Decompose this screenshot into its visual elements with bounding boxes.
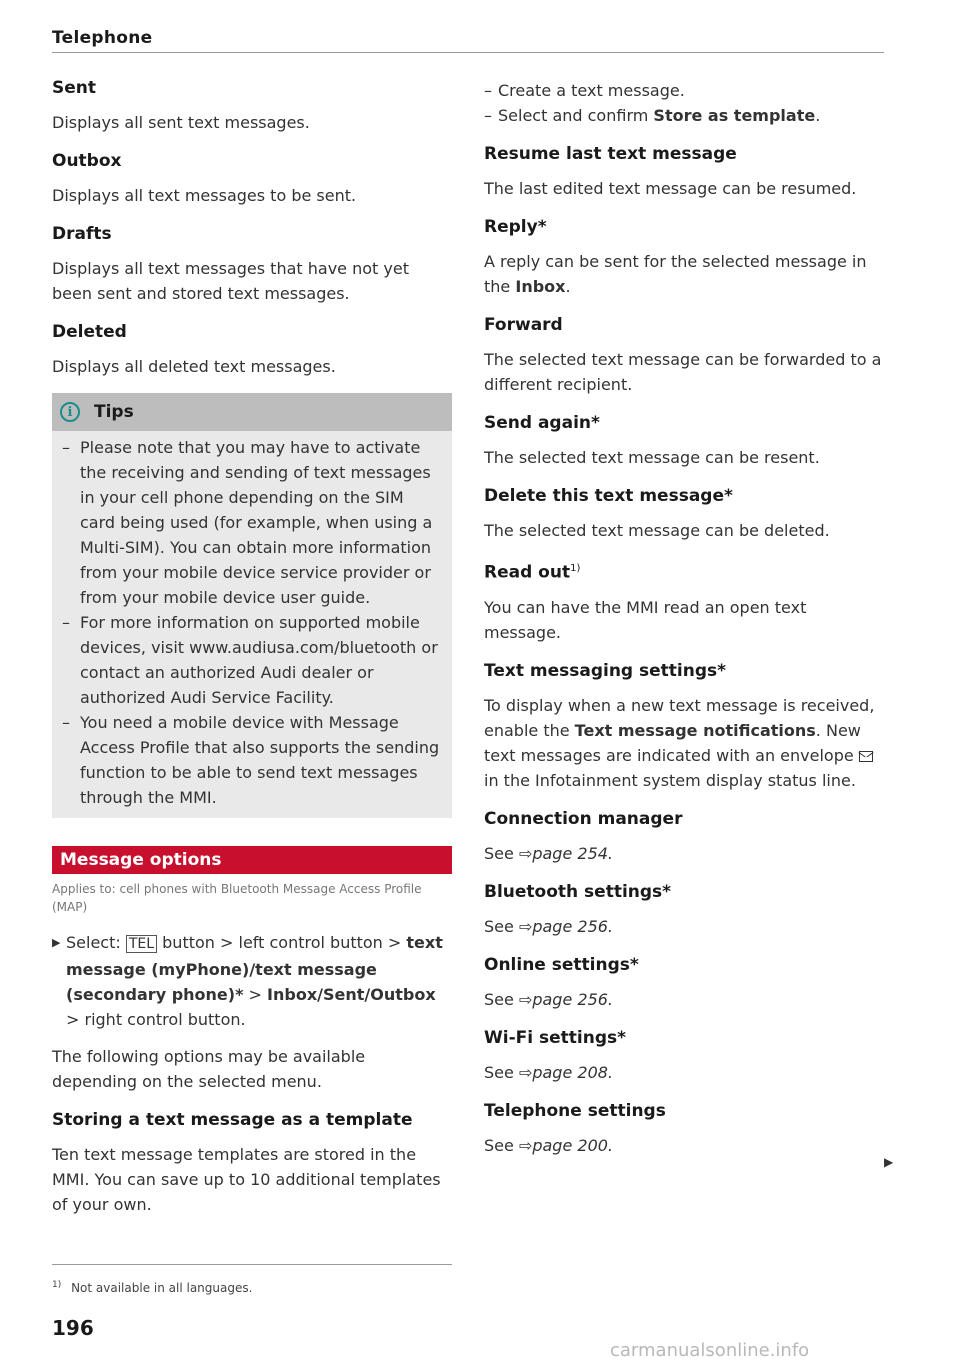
envelope-icon (859, 751, 873, 762)
section-title-drafts: Drafts (52, 224, 112, 244)
tips-box (52, 393, 452, 818)
section-title-bluetooth: Bluetooth settings* (484, 881, 672, 902)
section-title-settings: Text messaging settings* (484, 660, 727, 681)
step-store (484, 103, 884, 128)
section-title-online: Online settings* (484, 954, 639, 975)
footnote-divider (52, 1264, 452, 1265)
message-options-heading: Message options (52, 846, 452, 874)
section-text-delete: The selected text message can be deleted. (484, 521, 830, 540)
see-label: See (484, 989, 514, 1009)
link-connection[interactable] (484, 841, 884, 866)
see-label: See (484, 1062, 514, 1082)
tips-item: – You need a mobile device with Message Access Profile that also supports the sending function to be able to send text messages through the MMI. (62, 710, 442, 810)
section-title-deleted: Deleted (52, 322, 127, 342)
info-icon: i (60, 402, 80, 422)
page-ref[interactable]: ⇨page 200. (518, 1135, 614, 1155)
select-part2: > right control button. (66, 1010, 246, 1029)
select-prefix: Select: (66, 933, 121, 952)
section-text-deleted: Displays all deleted text messages. (52, 357, 336, 376)
header-divider (52, 52, 884, 53)
tips-item: – For more information on supported mobile devices, visit www.audiusa.com/bluetooth or contact an authorized Audi dealer or authorized Audi Service Facility. (62, 610, 442, 710)
read-out-title: Read out (484, 562, 571, 583)
section-text-resume: The last edited text message can be resumed. (484, 179, 857, 198)
section-text-read-out: You can have the MMI read an open text message. (484, 597, 807, 642)
section-title-send-again: Send again* (484, 413, 600, 433)
settings-text3: in the Infotainment system display status line. (484, 770, 856, 790)
arrow-right-icon: ⇨ (518, 916, 533, 936)
section-title-forward: Forward (484, 315, 563, 335)
reply-text-prefix: A reply can be sent for the selected message in the (484, 252, 867, 296)
watermark: carmanualsonline.info (610, 1340, 810, 1361)
section-title-wifi: Wi-Fi settings* (484, 1027, 627, 1048)
section-title-reply: Reply* (484, 217, 547, 237)
section-title-connection: Connection manager (484, 808, 683, 829)
select-bold2: Inbox/Sent/Outbox (267, 985, 436, 1004)
see-label: See (484, 843, 514, 863)
bullet-triangle-icon: ▶ (52, 936, 61, 949)
tips-item: – Please note that you may have to activate the receiving and sending of text messages in your cell phone depending on the SIM card being used (for example, when using a Multi-SIM). You can obtain more information from your mobile device service provider or from your mobile device user guide. (62, 435, 442, 610)
step-store-bold: Store as template (653, 106, 816, 125)
select-part1: button > left control button > (162, 933, 402, 952)
section-title-read-out (484, 557, 884, 585)
left-column (52, 76, 452, 1217)
tips-label: Tips (94, 401, 134, 422)
section-title-outbox: Outbox (52, 151, 122, 171)
tips-list (62, 435, 442, 810)
reply-text-suffix: . (565, 277, 571, 296)
select-instruction (52, 930, 452, 1032)
footnote-mark: 1) (52, 1280, 62, 1290)
page-ref[interactable]: ⇨page 208. (518, 1062, 614, 1082)
tips-header (52, 393, 452, 431)
options-intro: The following options may be available depending on the selected menu. (52, 1047, 366, 1091)
page-ref[interactable]: ⇨page 256. (518, 989, 614, 1009)
page-ref[interactable]: ⇨page 254. (518, 843, 614, 863)
continue-triangle-icon: ▶ (884, 1155, 894, 1169)
settings-bold: Text message notifications (574, 720, 816, 740)
link-wifi[interactable] (484, 1060, 884, 1085)
link-bluetooth[interactable] (484, 914, 884, 939)
link-telephone[interactable] (484, 1133, 884, 1158)
applies-to-note: Applies to: cell phones with Bluetooth Message Access Profile (MAP) (52, 882, 422, 914)
settings-text2: . New text messages are indicated with an envelope (484, 720, 861, 765)
section-text-forward: The selected text message can be forwarded to a different recipient. (484, 350, 882, 394)
section-text-outbox: Displays all text messages to be sent. (52, 186, 357, 205)
step-store-suffix: . (815, 106, 821, 125)
select-sep: > (248, 985, 262, 1004)
arrow-right-icon: ⇨ (518, 989, 533, 1009)
link-online[interactable] (484, 987, 884, 1012)
tel-button-label: TEL (126, 935, 157, 953)
arrow-right-icon: ⇨ (518, 1135, 533, 1155)
footnote (52, 1276, 252, 1297)
section-title-resume: Resume last text message (484, 144, 737, 164)
page-header-title: Telephone (52, 28, 153, 48)
section-title-delete: Delete this text message* (484, 486, 733, 506)
see-label: See (484, 1135, 514, 1155)
arrow-right-icon: ⇨ (518, 843, 533, 863)
reply-text-bold: Inbox (515, 277, 566, 296)
section-text-storing: Ten text message templates are stored in the MMI. You can save up to 10 additional templates of your own. (52, 1145, 441, 1214)
section-title-storing: Storing a text message as a template (52, 1110, 413, 1130)
right-column (484, 78, 884, 1158)
section-text-reply (484, 249, 884, 299)
select-bold1: text message (myPhone)/text message (secondary phone)* (66, 933, 443, 1004)
settings-text1: To display when a new text message is received, enable the (484, 695, 875, 740)
arrow-right-icon: ⇨ (518, 1062, 533, 1082)
section-text-settings (484, 693, 884, 793)
step-store-prefix: Select and confirm (498, 106, 649, 125)
footnote-ref: 1) (570, 563, 581, 574)
page-number: 196 (52, 1316, 94, 1340)
section-text-drafts: Displays all text messages that have not yet been sent and stored text messages. (52, 259, 409, 303)
section-title-sent: Sent (52, 78, 97, 98)
page-ref[interactable]: ⇨page 256. (518, 916, 614, 936)
see-label: See (484, 916, 514, 936)
section-text-sent: Displays all sent text messages. (52, 113, 310, 132)
step-create: – Create a text message. (484, 78, 884, 103)
section-text-send-again: The selected text message can be resent. (484, 448, 820, 467)
footnote-text: Not available in all languages. (71, 1281, 253, 1295)
section-title-telephone: Telephone settings (484, 1100, 666, 1121)
